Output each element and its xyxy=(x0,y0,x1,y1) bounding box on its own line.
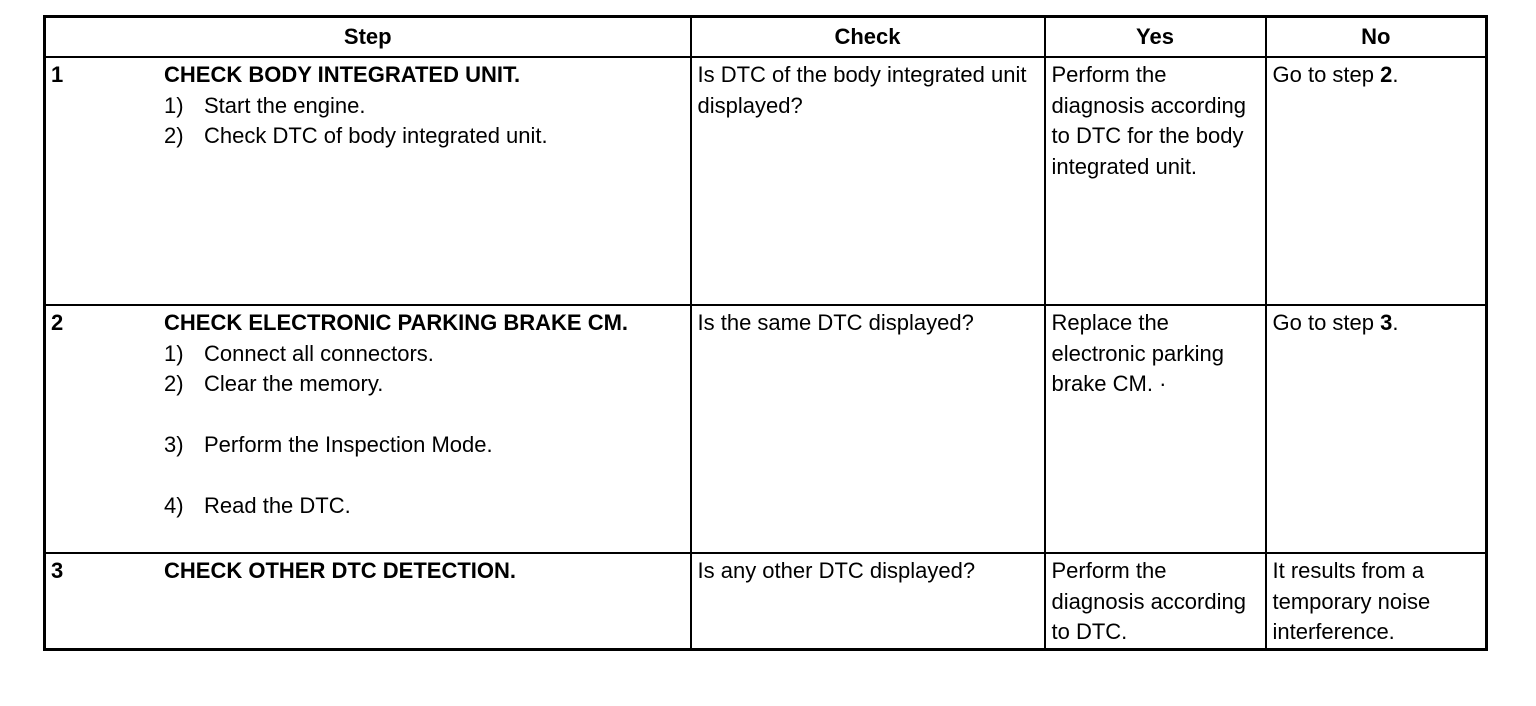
substep-number: 2) xyxy=(164,123,184,148)
table-row xyxy=(45,305,1487,553)
no-step-link: 3 xyxy=(1380,310,1393,335)
no-suffix: . xyxy=(1392,62,1399,87)
substep xyxy=(164,430,682,461)
diagnostic-table xyxy=(43,15,1488,651)
step-number: 2 xyxy=(51,310,64,335)
no-prefix: Go to step xyxy=(1272,62,1381,87)
header-no: No xyxy=(1266,17,1487,58)
substep-text: Read the DTC. xyxy=(204,493,351,518)
table-row xyxy=(45,57,1487,305)
substep-number: 3) xyxy=(164,432,184,457)
check-cell: Is any other DTC displayed? xyxy=(691,553,1045,649)
step-heading: CHECK OTHER DTC DETECTION. xyxy=(164,558,516,583)
no-prefix: Go to step xyxy=(1272,310,1381,335)
check-cell: Is the same DTC displayed? xyxy=(691,305,1045,553)
step-heading: CHECK BODY INTEGRATED UNIT. xyxy=(164,62,521,87)
step-cell xyxy=(45,57,691,305)
table-header-row xyxy=(45,17,1487,58)
yes-cell: Perform the diagnosis according to DTC for the body integrated unit. xyxy=(1045,57,1266,305)
substep xyxy=(164,339,682,370)
substep-text: Check DTC of body integrated unit. xyxy=(204,123,548,148)
step-number: 1 xyxy=(51,62,64,87)
substep-text: Clear the memory. xyxy=(204,371,384,396)
substep xyxy=(164,91,682,122)
no-suffix: . xyxy=(1392,310,1399,335)
step-heading: CHECK ELECTRONIC PARKING BRAKE CM. xyxy=(164,310,629,335)
substep-text: Connect all connectors. xyxy=(204,340,434,366)
table-row xyxy=(45,553,1487,649)
substep-text: Start the engine. xyxy=(204,92,366,118)
step-cell xyxy=(45,553,691,649)
step-number: 3 xyxy=(51,558,64,583)
substep-number: 4) xyxy=(164,493,184,518)
no-step-link: 2 xyxy=(1380,62,1393,87)
step-cell xyxy=(45,305,691,553)
no-cell xyxy=(1266,305,1487,553)
check-cell: Is DTC of the body integrated unit displayed? xyxy=(691,57,1045,305)
substep-text: Perform the Inspection Mode. xyxy=(204,432,493,457)
substep-number: 1) xyxy=(164,340,184,366)
substep xyxy=(164,369,682,400)
no-cell: It results from a temporary noise interference. xyxy=(1266,553,1487,649)
header-step: Step xyxy=(45,17,691,58)
substep xyxy=(164,491,682,522)
no-cell xyxy=(1266,57,1487,305)
substep-number: 2) xyxy=(164,371,184,396)
header-yes: Yes xyxy=(1045,17,1266,58)
substep-number: 1) xyxy=(164,92,184,118)
yes-cell: Perform the diagnosis according to DTC. xyxy=(1045,553,1266,649)
yes-cell: Replace the electronic parking brake CM. · xyxy=(1045,305,1266,553)
substep xyxy=(164,121,682,152)
header-check: Check xyxy=(691,17,1045,58)
